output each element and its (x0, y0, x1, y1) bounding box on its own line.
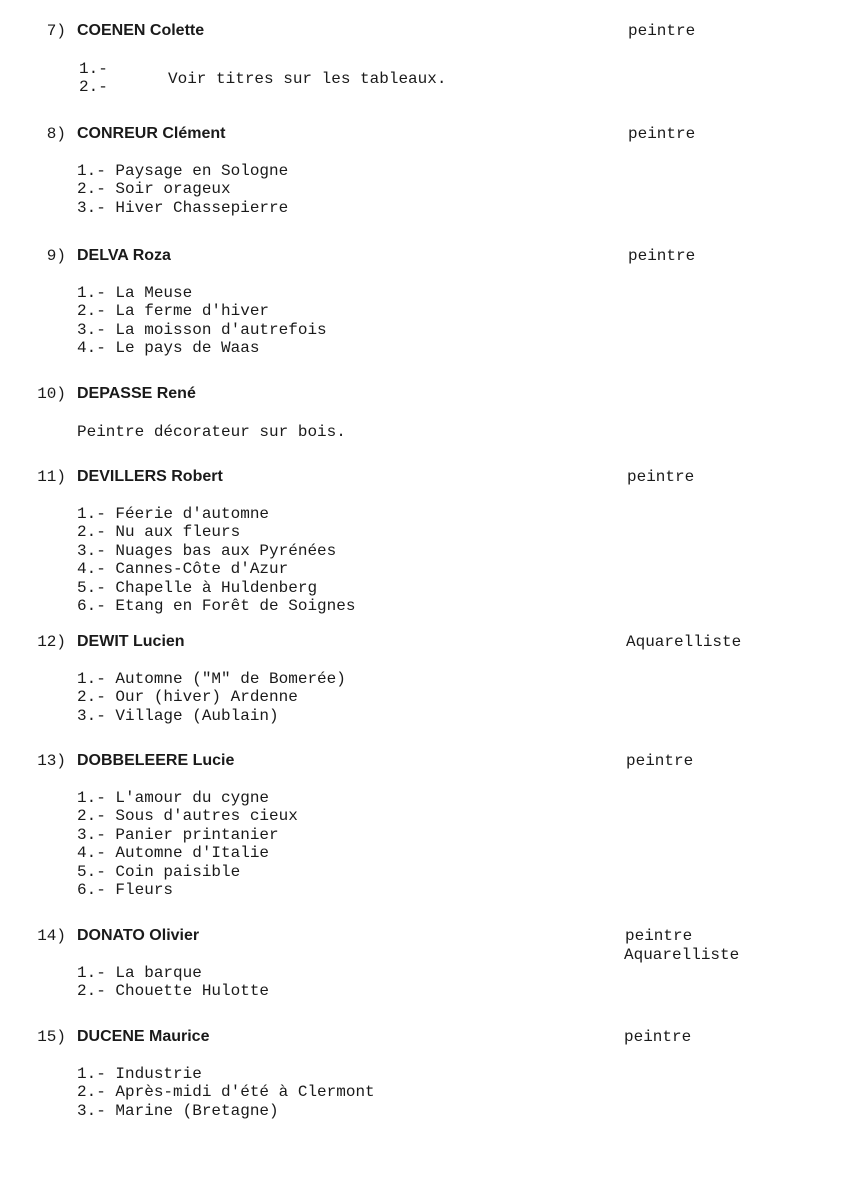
entry-number: 15) (37, 1028, 66, 1046)
entry-header (0, 22, 844, 42)
artwork-list (77, 284, 327, 358)
artwork-item: 1.- Féerie d'automne (77, 505, 270, 523)
artwork-item: 2.- Chouette Hulotte (77, 982, 270, 1001)
artwork-item: 1.- La Meuse (77, 284, 193, 302)
catalogue-entry (0, 927, 844, 1001)
artwork-list (77, 670, 346, 725)
artwork-item: 2.- Sous d'autres cieux (77, 807, 298, 826)
artwork-item: 4.- Le pays de Waas (77, 339, 260, 358)
catalogue-entry (0, 385, 844, 441)
artist-role: peintre (628, 125, 696, 143)
entry-number: 8) (46, 125, 66, 143)
entry-header (0, 752, 844, 772)
artist-role: peintre (626, 752, 694, 770)
entry-note: Voir titres sur les tableaux. (168, 70, 447, 88)
artwork-item: 4.- Cannes-Côte d'Azur (77, 560, 289, 579)
catalogue-entry (0, 633, 844, 725)
entry-header (0, 633, 844, 653)
artwork-item: 2.- Soir orageux (77, 180, 231, 199)
artist-name: DELVA Roza (77, 247, 171, 264)
artist-name: DONATO Olivier (77, 927, 200, 944)
artist-name: DEVILLERS Robert (77, 468, 223, 485)
artwork-item: 2.- (79, 78, 108, 97)
catalogue-entry (0, 22, 844, 97)
artist-role: peintre (628, 247, 696, 265)
entry-header (0, 1028, 844, 1048)
artist-role: peintre (624, 1028, 692, 1046)
entry-note: Peintre décorateur sur bois. (77, 423, 346, 441)
artist-name: DOBBELEERE Lucie (77, 752, 235, 769)
entry-number: 12) (37, 633, 66, 651)
artwork-item: 5.- Chapelle à Huldenberg (77, 578, 318, 597)
artist-name: DEPASSE René (77, 385, 196, 402)
artist-role: Aquarelliste (626, 633, 742, 651)
artwork-item: 3.- Marine (Bretagne) (77, 1101, 279, 1120)
artwork-list (77, 162, 288, 217)
entry-number: 9) (46, 247, 66, 265)
artist-name: CONREUR Clément (77, 125, 226, 142)
artwork-item: 3.- Hiver Chassepierre (77, 198, 289, 217)
artwork-item: 3.- La moisson d'autrefois (77, 320, 327, 339)
artwork-item: 2.- La ferme d'hiver (77, 302, 270, 321)
artwork-item: 2.- Après-midi d'été à Clermont (77, 1083, 375, 1102)
artist-role: peintre (625, 927, 693, 945)
catalogue-entry (0, 1028, 844, 1120)
artwork-item: 1.- (79, 60, 108, 78)
artwork-list (77, 505, 355, 615)
artwork-item: 6.- Fleurs (77, 880, 174, 899)
artwork-item: 2.- Our (hiver) Ardenne (77, 688, 298, 707)
entry-header (0, 468, 844, 488)
artwork-list (77, 789, 298, 899)
entry-number: 10) (37, 385, 66, 403)
entry-header (0, 247, 844, 267)
entry-number: 13) (37, 752, 66, 770)
artist-role: peintre (628, 22, 696, 40)
artist-name: COENEN Colette (77, 22, 205, 39)
artwork-list (77, 1065, 375, 1120)
artwork-item: 1.- Automne ("M" de Bomerée) (77, 670, 346, 688)
artwork-list (77, 964, 269, 1001)
artwork-item: 3.- Nuages bas aux Pyrénées (77, 541, 337, 560)
artwork-item: 1.- L'amour du cygne (77, 789, 270, 807)
entry-number: 11) (37, 468, 66, 486)
entry-header (0, 385, 844, 405)
artwork-item: 1.- Industrie (77, 1065, 202, 1083)
artwork-item: 4.- Automne d'Italie (77, 844, 270, 863)
artwork-item: 5.- Coin paisible (77, 862, 241, 881)
entry-header (0, 125, 844, 145)
artwork-item: 1.- La barque (77, 964, 202, 982)
artwork-list (79, 60, 108, 97)
artist-name: DUCENE Maurice (77, 1028, 210, 1045)
artwork-item: 6.- Etang en Forêt de Soignes (77, 596, 356, 615)
catalogue-entry (0, 468, 844, 615)
catalogue-entry (0, 247, 844, 358)
artist-name: DEWIT Lucien (77, 633, 185, 650)
entry-number: 7) (46, 22, 66, 40)
artwork-item: 2.- Nu aux fleurs (77, 523, 241, 542)
catalogue-entry (0, 752, 844, 899)
catalogue-entry (0, 125, 844, 217)
artwork-item: 1.- Paysage en Sologne (77, 162, 289, 180)
artwork-item: 3.- Village (Aublain) (77, 706, 279, 725)
entry-number: 14) (37, 927, 66, 945)
entry-header (0, 927, 844, 964)
artist-role: Aquarelliste (624, 945, 740, 964)
artwork-item: 3.- Panier printanier (77, 825, 279, 844)
artist-role: peintre (627, 468, 695, 486)
